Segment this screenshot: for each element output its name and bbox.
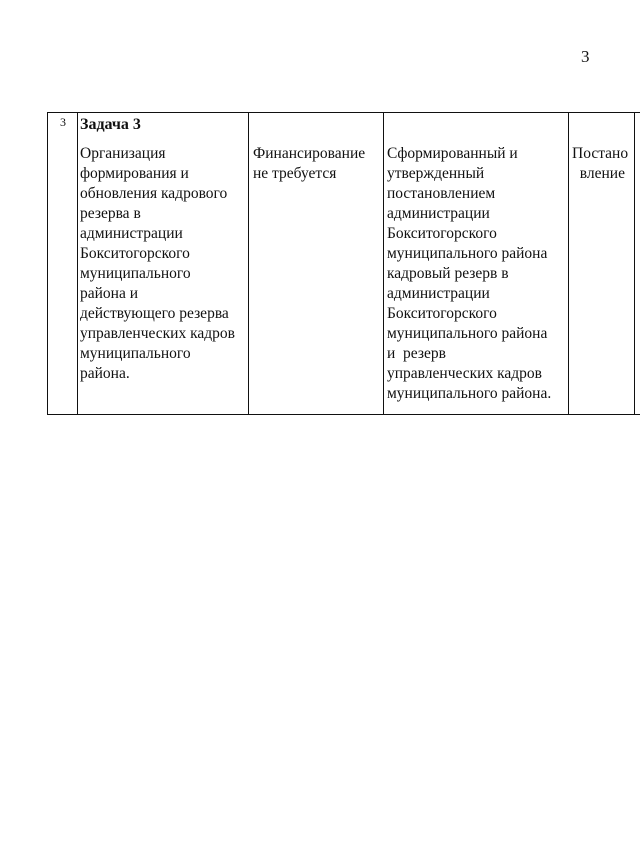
row-number-cell (48, 113, 78, 414)
task-table (47, 112, 640, 415)
page-number: 3 (581, 47, 590, 66)
document-text: Постано вление (572, 145, 629, 182)
task-title: Задача 3 (80, 116, 141, 133)
task-description: Организация формирования и обновления кадрового резерва в администрации Бокситогорского муниципального района и действующего резерва управленческих кадров муниципального района. (80, 145, 235, 382)
result-cell (384, 113, 569, 414)
next-column-edge (635, 113, 640, 414)
task-cell (78, 113, 249, 414)
financing-cell (249, 113, 384, 414)
row-number: 3 (60, 115, 66, 129)
financing-text: Финансирование не требуется (253, 145, 366, 182)
document-cell (569, 113, 635, 414)
result-text: Сформированный и утвержденный постановлением администрации Бокситогорского муниципального района кадровый резерв в администрации Бокситогорского муниципального района и резерв управленческих кадров муниципального района. (387, 145, 552, 402)
